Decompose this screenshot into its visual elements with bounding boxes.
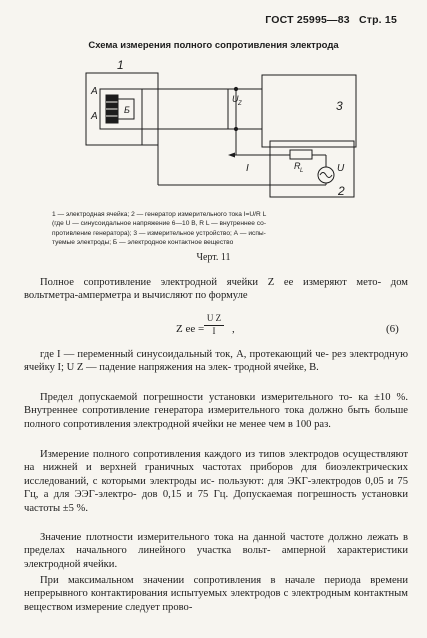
label-b: Б — [124, 105, 130, 115]
label-generator-u: U — [337, 163, 345, 174]
paragraph-frequencies — [24, 448, 408, 515]
legend-line: (где U — синусоидальное напряжение 6—10 В, R L — внутреннее со- — [52, 220, 267, 228]
formula-denominator: I — [212, 326, 216, 336]
formula-6 — [0, 313, 427, 341]
junction-node — [234, 87, 237, 90]
figure-title: Схема измерения полного сопротивления электрода — [88, 40, 339, 51]
label-a-bottom: А — [91, 111, 98, 122]
paragraph-text: Полное сопротивление электродной ячейки Z ee измеряют мето- дом вольтметра-амперметра и вычисляют по формуле — [24, 277, 408, 302]
paragraph-text: При максимальном значении сопротивления в начале периода времени непрерывного контактирования испытуемых электродов с электродным контактным веществом измерение следует прово- — [24, 575, 408, 613]
paragraph-text: где I — переменный синусоидальный ток, А, протекающий че- рез электродную ячейку I; U Z — падение напряжения на элек- тродной ячейке, В. — [24, 349, 408, 374]
formula-number: (6) — [386, 323, 399, 335]
formula-comma: , — [232, 323, 235, 335]
label-block-3: 3 — [336, 99, 343, 113]
legend-line: 1 — электродная ячейка; 2 — генератор измерительного тока I=U/R L — [52, 211, 267, 218]
paragraph-text: Измерение полного сопротивления каждого из типов электродов осуществляют на нижней и верхней граничных частотах приборов для биоэлектрических исследований, с которыми электроды ис- пользуют: для ЭКГ-электродов 0,05 и 75 Гц, а для ЭЭГ-электро- дов 0,15 и 75 Гц. Допускаемая погрешность установки частоты ±5 %. — [24, 449, 408, 514]
legend-line: противление генератора); 3 — измерительное устройство; А — испы- — [52, 229, 266, 237]
paragraph-definitions — [24, 348, 408, 375]
label-rl: R — [294, 161, 301, 171]
label-uz: U — [232, 94, 239, 104]
page-number: Стр. 15 — [358, 14, 397, 26]
measurement-circuit-diagram — [0, 55, 427, 205]
label-block-1: 1 — [117, 58, 124, 72]
label-a-top: А — [91, 86, 98, 97]
legend-line: туемые электроды; Б — электродное контактное вещество — [52, 239, 234, 247]
electrode-cell-box — [86, 73, 158, 145]
paragraph-text: Предел допускаемой погрешности установки измерительного то- ка ±10 %. Внутреннее сопротивление генератора измерительного тока должно быть больше полного сопротивления электродной ячейки не менее чем в 100 раз. — [24, 392, 408, 430]
page-header — [0, 14, 397, 26]
resistor-rl — [290, 150, 312, 159]
figure-caption: Черт. 11 — [196, 252, 231, 263]
paragraph-current-density — [24, 531, 408, 571]
label-uz-subscript: Z — [238, 101, 242, 107]
formula-lhs: Z ee = — [176, 323, 205, 335]
paragraph-intro — [24, 276, 408, 303]
label-rl-subscript: L — [300, 168, 304, 174]
paragraph-tolerance — [24, 391, 408, 431]
formula-fraction — [204, 313, 224, 337]
paragraph-text: Значение плотности измерительного тока на данной частоте должно лежать в пределах начального линейного участка вольт- амперной характеристики электродной ячейки. — [24, 532, 408, 570]
standard-number: ГОСТ 25995—83 — [265, 14, 350, 26]
paragraph-max-resistance — [24, 574, 408, 614]
junction-node — [234, 127, 237, 130]
label-block-2: 2 — [338, 184, 345, 198]
label-current: I — [246, 163, 249, 174]
formula-numerator: U Z — [204, 313, 224, 326]
figure-legend — [52, 210, 372, 248]
